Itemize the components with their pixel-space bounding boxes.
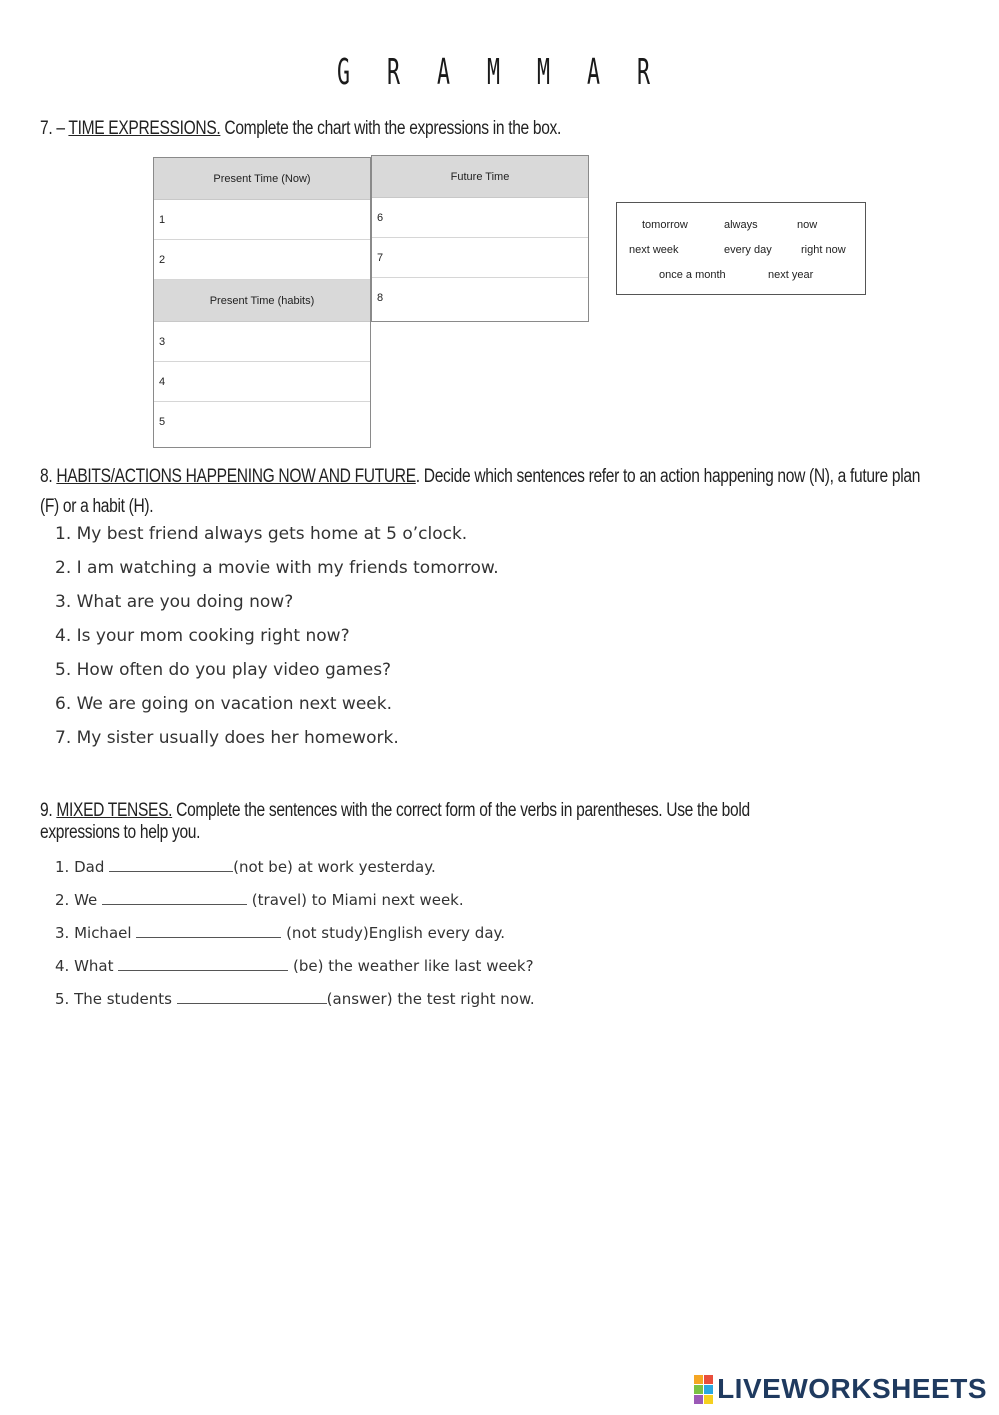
table-row[interactable]: 2 [154,240,370,280]
future-header: Future Time [372,156,588,198]
logo-square [704,1395,713,1404]
logo-mark-icon [694,1375,713,1404]
answer-blank[interactable] [136,925,281,938]
section-7-instruction: Complete the chart with the expressions in the box. [220,118,562,139]
section-9-topic: MIXED TENSES. [56,800,173,821]
liveworksheets-logo[interactable] [694,1373,987,1405]
logo-square [694,1395,703,1404]
table-row[interactable]: 7 [372,238,588,278]
logo-text: LIVEWORKSHEETS [717,1373,987,1404]
answer-blank[interactable] [109,859,233,872]
word-always[interactable]: always [724,219,758,231]
section-9-heading [40,800,826,844]
list-item[interactable]: 2. I am watching a movie with my friends tomorrow. [55,558,499,578]
answer-blank[interactable] [118,958,288,971]
answer-blank[interactable] [177,991,327,1004]
word-next-week[interactable]: next week [629,244,679,256]
answer-blank[interactable] [102,892,247,905]
list-item[interactable]: 1. My best friend always gets home at 5 o’clock. [55,524,468,544]
table-row[interactable]: 1 [154,200,370,240]
table-row[interactable]: 6 [372,198,588,238]
word-right-now[interactable]: right now [801,244,846,256]
list-item: 5. The students (answer) the test right now. [55,990,535,1008]
list-item: 1. Dad (not be) at work yesterday. [55,858,436,876]
logo-square [704,1375,713,1384]
logo-square [704,1385,713,1394]
word-once-a-month[interactable]: once a month [659,269,726,281]
list-item[interactable]: 5. How often do you play video games? [55,660,392,680]
section-8-topic: HABITS/ACTIONS HAPPENING NOW AND FUTURE [56,466,416,487]
logo-square [694,1375,703,1384]
page-title: G R A M M A R [336,52,663,93]
future-time-table [371,155,589,322]
present-habits-header: Present Time (habits) [154,280,370,322]
table-row[interactable]: 3 [154,322,370,362]
section-7-heading [40,118,561,140]
expressions-word-box [616,202,866,295]
present-now-header: Present Time (Now) [154,158,370,200]
section-9-instruction: Complete the sentences with the correct form of the verbs in parentheses. Use the bold expressions to help you. [40,800,750,843]
list-item: 2. We (travel) to Miami next week. [55,891,464,909]
word-now[interactable]: now [797,219,818,231]
list-item[interactable]: 3. What are you doing now? [55,592,294,612]
logo-square [694,1385,703,1394]
list-item[interactable]: 6. We are going on vacation next week. [55,694,393,714]
section-8-instruction: . Decide which sentences refer to an action happening now (N), a future plan (F) or a habit (H). [40,466,921,517]
table-row[interactable]: 4 [154,362,370,402]
table-row[interactable]: 8 [377,292,384,304]
word-next-year[interactable]: next year [768,269,814,281]
section-9-number: 9. [40,800,57,821]
section-7-number: 7. – [40,118,69,139]
list-item[interactable]: 7. My sister usually does her homework. [55,728,399,748]
section-8-number: 8. [40,466,57,487]
list-item[interactable]: 4. Is your mom cooking right now? [55,626,350,646]
section-8-heading [40,462,926,522]
word-every-day[interactable]: every day [724,244,772,256]
list-item: 4. What (be) the weather like last week? [55,957,534,975]
present-time-table [153,157,371,448]
word-tomorrow[interactable]: tomorrow [642,219,688,231]
table-row[interactable]: 5 [159,416,166,428]
section-7-topic: TIME EXPRESSIONS. [68,118,221,139]
list-item: 3. Michael (not study)English every day. [55,924,506,942]
